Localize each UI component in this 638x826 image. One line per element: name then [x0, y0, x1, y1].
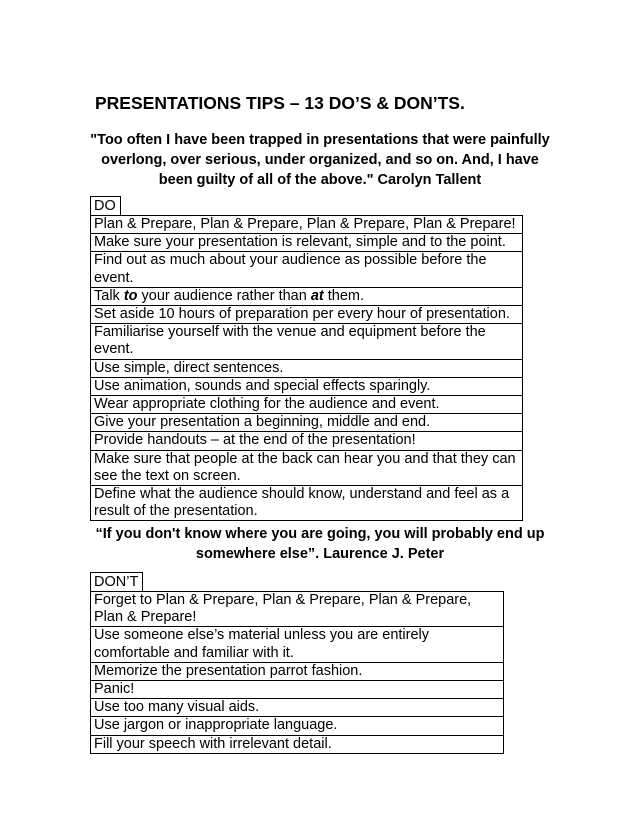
dont-tip-row: Panic! — [91, 681, 503, 699]
dont-tip-row: Fill your speech with irrelevant detail. — [94, 735, 332, 752]
dont-tips-table — [90, 591, 504, 754]
do-tip-row: Use animation, sounds and special effects sparingly. — [91, 378, 522, 396]
do-tip-row: Set aside 10 hours of preparation per every hour of presentation. — [91, 306, 522, 324]
do-label: DO — [90, 196, 121, 215]
do-tip-text: Talk — [94, 287, 124, 304]
do-tip-row: Make sure that people at the back can hear you and that they can see the text on screen. — [91, 451, 522, 486]
do-tip-emphasis: to — [123, 287, 138, 304]
do-tips-table — [90, 215, 523, 521]
do-tip-row: Find out as much about your audience as possible before the event. — [91, 252, 522, 287]
dont-tip-row: Memorize the presentation parrot fashion. — [91, 663, 503, 681]
dont-tip-row: Use too many visual aids. — [91, 699, 503, 717]
do-tip-row: Give your presentation a beginning, middle and end. — [91, 414, 522, 432]
do-tip-row: Make sure your presentation is relevant, simple and to the point. — [91, 234, 522, 252]
dont-tip-row: Use someone else’s material unless you are entirely comfortable and familiar with it. — [91, 627, 503, 662]
do-tip-row: Familiarise yourself with the venue and equipment before the event. — [91, 324, 522, 359]
dont-label: DON’T — [90, 572, 143, 591]
dont-tip-row: Forget to Plan & Prepare, Plan & Prepare, Plan & Prepare, Plan & Prepare! — [91, 592, 503, 627]
closing-quote: “If you don't know where you are going, you will probably end up somewhere else”. Laurence J. Peter — [95, 526, 545, 562]
dont-tip-row: Use jargon or inappropriate language. — [91, 717, 503, 735]
do-tip-row: Wear appropriate clothing for the audience and event. — [91, 396, 522, 414]
page-title: PRESENTATIONS TIPS – 13 DO’S & DON’TS. — [95, 93, 465, 113]
do-tip-row: Define what the audience should know, understand and feel as a result of the presentation. — [94, 486, 510, 520]
do-tip-text: your audience rather than — [137, 287, 311, 304]
do-tip-row: Provide handouts – at the end of the presentation! — [91, 432, 522, 450]
do-tip-row: Use simple, direct sentences. — [91, 360, 522, 378]
do-tip-row: Plan & Prepare, Plan & Prepare, Plan & Prepare, Plan & Prepare! — [91, 216, 522, 234]
do-tip-emphasis: at — [310, 287, 324, 304]
do-tip-row — [91, 288, 522, 306]
do-tip-text: them. — [323, 287, 365, 304]
opening-quote: "Too often I have been trapped in presentations that were painfully overlong, over serious, under organized, and so on. And, I have been guilty of all of the above." Carolyn Tallent — [90, 132, 550, 188]
